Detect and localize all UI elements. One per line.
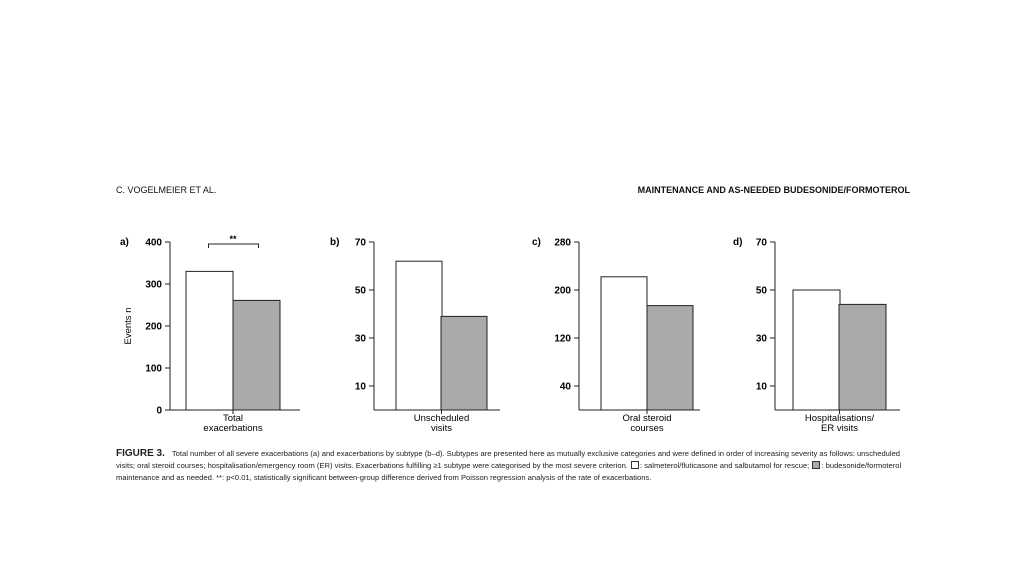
panel-d-y-tick-label-3: 70 [755,237,767,249]
panel-c-bar-budesonide-formoterol [647,306,693,410]
caption-legend-2: : budesonide/formoterol maintenance and as needed. [116,460,902,482]
panel-a-significance-label: ** [229,234,237,244]
panel-c-y-tick-label-0: 40 [559,381,571,393]
panel-c-bar-salmeterol-fluticasone [601,277,647,410]
panel-b-y-tick-label-3: 70 [354,237,366,249]
panel-d-bar-budesonide-formoterol [839,304,886,410]
panel-c-category-label-line-1: courses [630,423,664,434]
panel-b-bar-salmeterol-fluticasone [396,261,442,410]
figure-label: FIGURE 3. [116,448,165,459]
panel-d-y-tick-label-2: 50 [755,285,767,297]
panel-c-y-tick-label-2: 200 [554,285,571,297]
panel-a-bar-salmeterol-fluticasone [186,271,233,410]
panel-d-bar-salmeterol-fluticasone [793,290,840,410]
panel-b-category-label-line-1: visits [430,423,453,434]
caption-text-2: **: p<0.01, statistically significant between-group difference derived from Poisson regression analysis of the rate of exacerbations. [216,472,652,482]
panel-b-y-tick-label-1: 30 [354,333,366,345]
open-square-icon [631,461,639,469]
panel-c-category-label-line-0: Oral steroid [622,413,672,424]
panel-a-category-label-line-1: exacerbations [203,423,263,434]
panel-d-category-label-line-0: Hospitalisations/ [804,413,875,424]
panel-a-category-label-line-0: Total [222,413,244,424]
filled-square-icon [812,461,820,469]
panel-a-significance-bracket [209,244,259,248]
panel-d-y-tick-label-0: 10 [755,381,767,393]
caption-legend-1: : salmeterol/fluticasone and salbutamol for rescue; [640,460,810,470]
panel-c-label: c) [532,237,541,248]
running-header-title: MAINTENANCE AND AS-NEEDED BUDESONIDE/FORMOTEROL [637,185,910,195]
panel-a-label: a) [120,237,129,248]
panel-a-y-axis-label: Events n [123,307,134,345]
panel-b-y-tick-label-0: 10 [354,381,366,393]
panel-b-bar-budesonide-formoterol [441,316,487,410]
panel-d-label: d) [733,237,743,248]
panel-a-y-tick-label-3: 300 [145,279,162,291]
panel-a-y-tick-label-1: 100 [145,363,162,375]
panel-a-y-tick-label-0: 0 [156,405,162,417]
panel-d-category-label-line-1: ER visits [821,423,858,434]
panel-a-y-tick-label-4: 400 [145,237,162,249]
panel-d-y-tick-label-1: 30 [755,333,767,345]
panel-a-bar-budesonide-formoterol [233,300,280,410]
running-header-author: C. VOGELMEIER ET AL. [116,185,217,195]
panel-b-y-tick-label-2: 50 [354,285,366,297]
panel-b-category-label-line-0: Unscheduled [413,413,470,424]
panel-a-y-tick-label-2: 200 [145,321,162,333]
panel-c-y-tick-label-3: 280 [554,237,571,249]
panel-c-y-tick-label-1: 120 [554,333,571,345]
figure-caption [116,448,912,483]
caption-text-1: Total number of all severe exacerbations (a) and exacerbations by subtype (b–d). Subtypes are presented here as mutually exclusive categories and were defined in order of increasing severity as follows: unscheduled visits; oral steroid courses; hospitalisation/emergency room (ER) visits. Exacerbations fulfilling ≥1 subtype were categorised by the most severe criterion. [116,449,901,470]
panel-b-label: b) [330,237,340,248]
